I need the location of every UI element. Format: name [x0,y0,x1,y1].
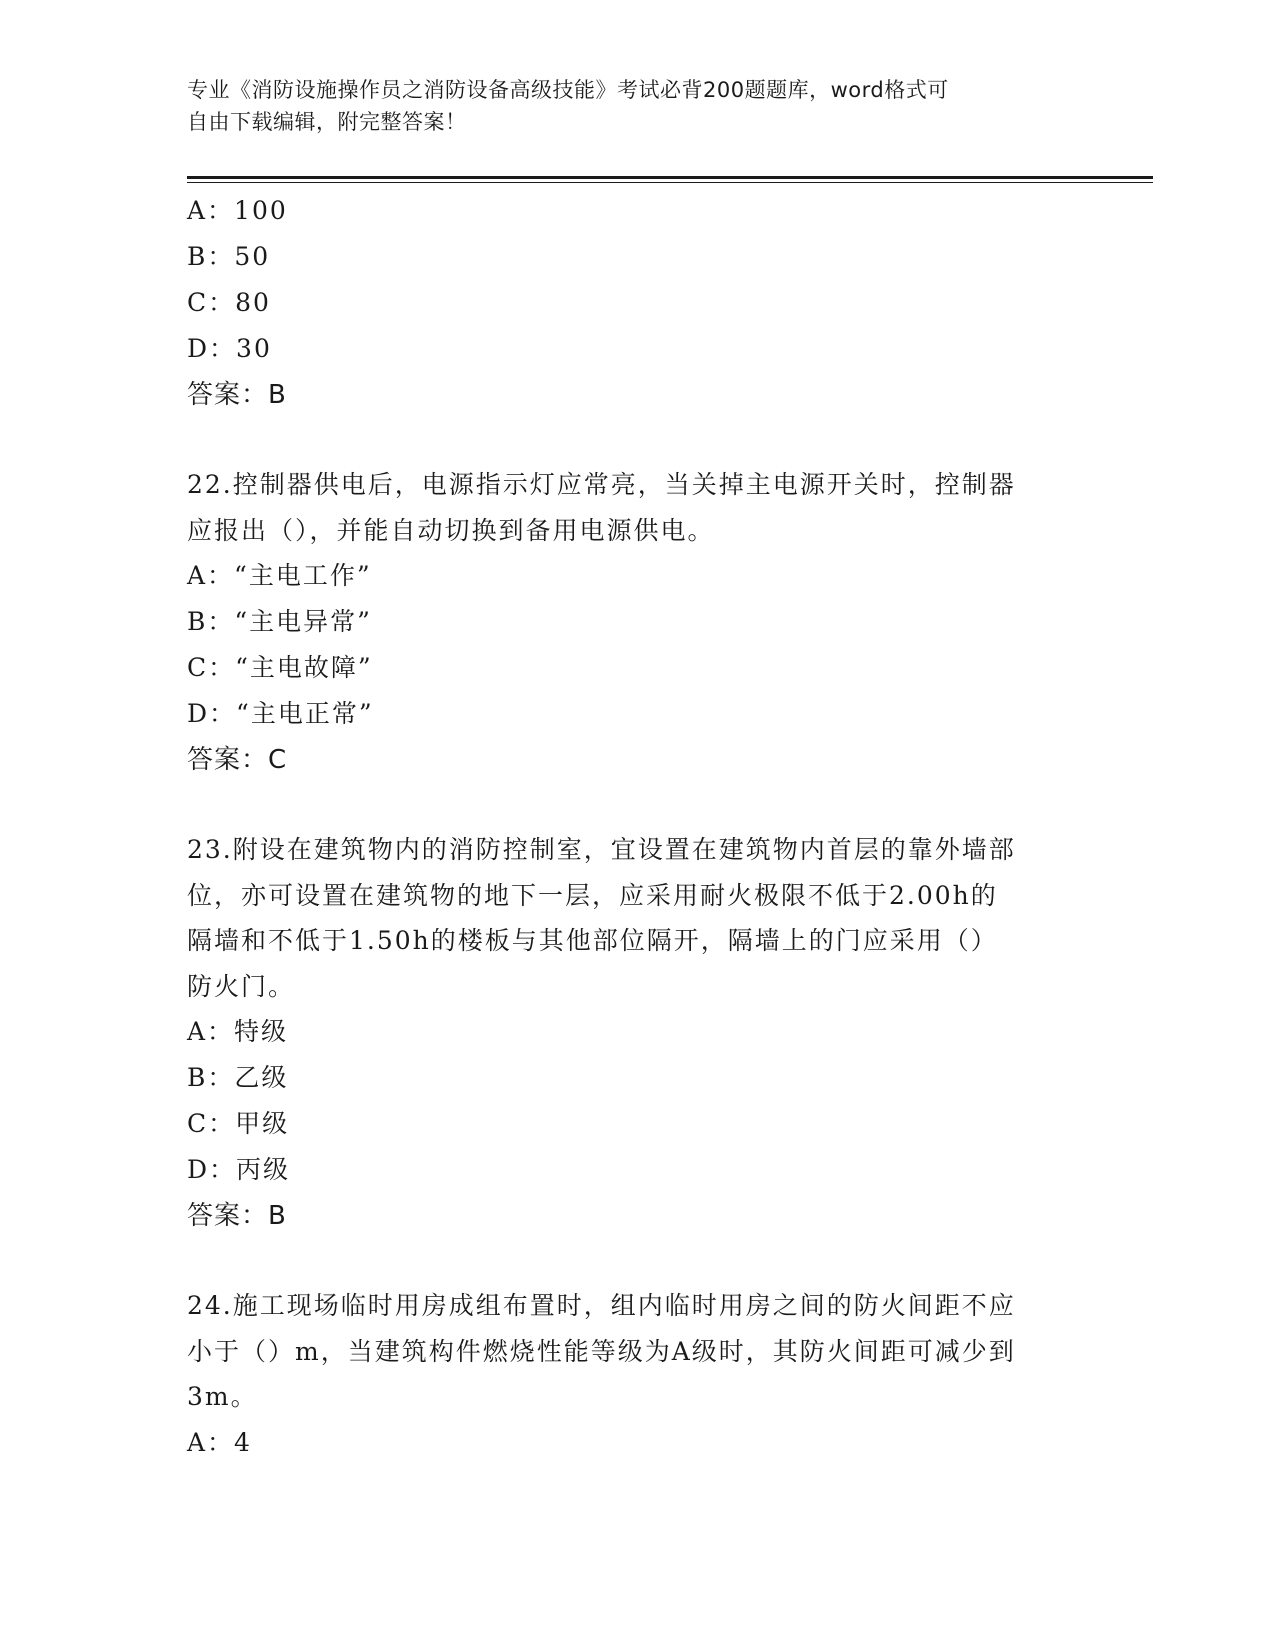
question-21-block [187,188,1077,418]
question-stem [187,827,1067,1009]
header-line-2: 自由下载编辑，附完整答案！ [187,110,467,134]
stem-line: 22.控制器供电后，电源指示灯应常亮，当关掉主电源开关时，控制器 [187,470,1016,499]
option-b: B：乙级 [187,1063,289,1092]
stem-line: 23.附设在建筑物内的消防控制室，宜设置在建筑物内首层的靠外墙部 [187,835,1016,864]
question-content [187,188,1077,1466]
question-stem [187,462,1067,553]
option-b: B：50 [187,242,271,271]
option-b: B：“主电异常” [187,607,372,636]
stem-line: 防火门。 [187,971,296,1001]
option-a: A：特级 [187,1017,289,1046]
stem-line: 应报出（），并能自动切换到备用电源供电。 [187,515,715,545]
question-24-block [187,1283,1077,1466]
stem-line: 隔墙和不低于1.50h的楼板与其他部位隔开，隔墙上的门应采用（） [187,926,998,955]
stem-line: 位，亦可设置在建筑物的地下一层，应采用耐火极限不低于2.00h的 [187,880,998,910]
question-stem [187,1283,1067,1420]
option-a: A：“主电工作” [187,561,372,590]
stem-line: 3m。 [187,1382,258,1411]
option-c: C：甲级 [187,1109,290,1138]
option-a: A：4 [187,1427,252,1457]
stem-line: 24.施工现场临时用房成组布置时，组内临时用房之间的防火间距不应 [187,1291,1016,1320]
header-line-1: 专业《消防设施操作员之消防设备高级技能》考试必背200题题库，word格式可 [187,78,949,102]
question-22-block [187,462,1077,783]
header-rule-thick [187,176,1153,179]
document-header [187,74,1067,138]
option-d: D：丙级 [187,1155,291,1184]
option-c: C：80 [187,288,271,317]
option-c: C：“主电故障” [187,653,373,682]
header-rule-thin [187,182,1153,183]
option-d: D：30 [187,334,272,363]
option-a: A：100 [187,196,288,225]
answer-line: 答案：C [187,745,288,775]
stem-line: 小于（）m，当建筑构件燃烧性能等级为A级时，其防火间距可减少到 [187,1336,1016,1366]
answer-line: 答案：B [187,380,287,410]
answer-line: 答案：B [187,1201,287,1231]
option-d: D：“主电正常” [187,699,374,728]
question-23-block [187,827,1077,1239]
